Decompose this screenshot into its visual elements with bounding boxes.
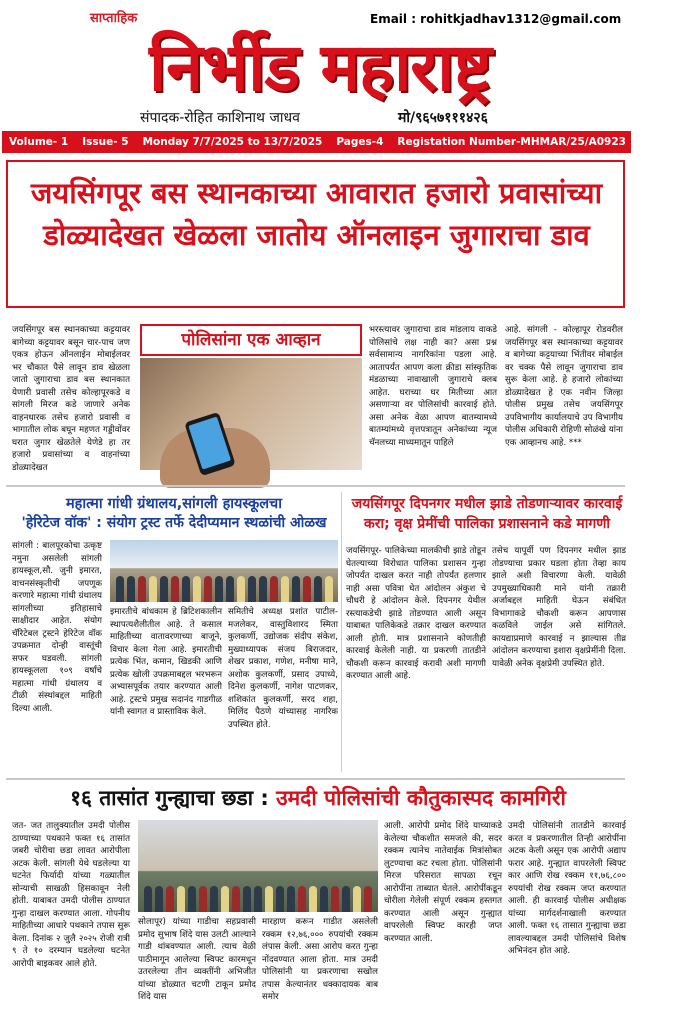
tree-cutting-story-headline: जयसिंगपूर दिपनगर मधील झाडे तोडणाऱ्यावर कारवाई करा; वृक्ष प्रेमींची पालिका प्रशासनाने कडे मागणी [351, 496, 623, 532]
issue-label: Issue- 5 [82, 136, 129, 148]
page-count: Pages-4 [336, 136, 384, 148]
section-divider [6, 778, 625, 780]
group-photo-people [110, 570, 344, 602]
price-label: Price2/- [639, 136, 686, 148]
police-team-photo [138, 820, 378, 912]
editor-name: रोहित काशिनाथ जाधव [184, 110, 300, 126]
lead-article-column-3: आहे. सांगली - कोल्हापूर रोडवरील जयसिंगपूर बस स्थानकाच्या कट्टयावर व बागेच्या कट्टयाच्या भिंतीवर मोबाईल वर चक्क पैसे लावून जुगाराचा डाव सुरू केला आहे. हे हजारो लोकांच्या डोळ्यादेखत हे एक नवीन जिल्हा पोलीस प्रमुख तसेच जयसिंगपूर उपविभागीय कार्यालयाचे उप विभागीय पोलीस अधिकारी रोहिणी सोळंखे यांना एक आव्हानच आहे. *** [505, 325, 623, 448]
heritage-article-column-3: समितीचे अध्यक्ष प्रशांत पाटील-मजलेकर, वास्तुविशारद स्मिता कुलकर्णी, उद्योजक संदीप संकेश, मुख्याध्यापक संजय बिराजदार, शेखर प्रकाश, गणेश, मनीषा माने, अशोक कुलकर्णी, प्रसाद उपाध्ये, दिनेश कुलकर्णी, नागेश पाटणकर, शशिकांत कुलकर्णी, सरद शहा, मिलिंद पैठणे यांच्यासह नागरिक उपस्थित होते. [228, 607, 338, 730]
police-headline-part-1: १६ तासांत गुन्ह्याचा छडा : [70, 786, 277, 810]
heritage-story-subheadline: 'हेरिटेज वॉक' : संयोग ट्रस्ट तर्फे देदीप्यमान स्थळांची ओळख [21, 515, 327, 531]
newspaper-frequency-tag: साप्ताहिक [90, 11, 138, 26]
tree-cutting-article-column-1: जयसिंगपूर- पालिकेच्या मालकीची झाडे तोडून घेतल्याच्या विरोधात पालिका प्रशासन गुन्हा जोपर्यंत दाखल करत नाही तोपर्यंत हलणार नाही असा पवित्रा घेत आंदोलन अंकुश चे चौधरी हे आंदोलन केले. दिपनगर येथील रस्त्याकडेची झाडे तोडण्यात आली असून याबाबत पालिकेकडे तक्रार दाखल करण्यात आली होती. मात्र प्रशासनाने कोणतीही कारवाई केलेली नाही. या प्रकरणी तातडीने चौकशी करून कारवाई करावी अशी मागणी करण्यात आली आहे. [346, 546, 486, 681]
police-article-column-4: आली. आरोपी प्रमोद शिंदे याच्याकडे केलेल्या चौकशीत समजले की, सदर रक्कम त्यानेच नातेवाईक मित्रांसोबत लुटण्याचा कट रचला होता. पोलिसांनी मिरज परिसरात सापळा रचून आरोपींना ताब्यात घेतले. आरोपींकडून चोरीला गेलेली संपूर्ण रक्कम हस्तगत करण्यात आली असून गुन्ह्यात वापरलेली स्विफ्ट कारही जप्त करण्यात आली. [384, 821, 502, 944]
tree-cutting-article-column-2: तसेच यापूर्वी पण दिपनगर मधील झाड तोडण्याचा प्रकार घडला होता तेव्हा काय झाले अशी विचारणा केली. यावेळी उपमुख्याधिकारी माने यांनी तक्रारी अर्जाबद्दल माहिती घेऊन संबंधित विभागाकडे चौकशी करून आपणास कळविले जाईल असे सांगितले. कायद्याप्रमाणे कारवाई न झाल्यास तीव्र आंदोलन करण्याचा इशारा वृक्षप्रेमींनी दिला. यावेळी अनेक वृक्षप्रेमी उपस्थित होते. [492, 546, 626, 669]
lead-headline: जयसिंगपूर बस स्थानकाच्या आवारात हजारो प्रवासांच्या डोळ्यादेखत खेळला जातोय ऑनलाइन जुगाराचा डाव [30, 176, 603, 252]
heritage-walk-photo [110, 540, 338, 602]
heritage-article-column-2: इमारतीचे बांधकाम हे ब्रिटिशकालीन स्थापत्यशैलीतील आहे. ते कसाल माहितीच्या वातावरणाच्या बाजूने, विचार केला गेला आहे. इमारतीची प्रत्येक भिंत, कमान, खिडकी आणि प्रत्येक खोली उपक्रमाबद्दल भरभरून अभ्यासपूर्वक तयार करण्यात आली आहे. ट्रस्टचे प्रमुख सदानंद गाडगीळ यांनी स्वागत व प्रास्ताविक केले. [110, 607, 222, 717]
police-headline-part-2: उमदी पोलिसांची कौतुकास्पद कामगिरी [276, 786, 566, 810]
editor-mobile: मो/९६५७१११४२६ [398, 110, 488, 126]
police-article-column-1: जत- जत तालुक्यातील उमदी पोलीस ठाण्याच्या पथकाने फक्त १६ तासांत जबरी चोरीचा छडा लावत आरोपीला अटक केली. सांगली येथे घडलेल्या या घटनेत फिर्यादी यांच्या गळ्यातील सोन्याची साखळी हिसकावून नेली होती. याबाबत उमदी पोलीस ठाण्यात गुन्हा दाखल करण्यात आला. गोपनीय माहितीच्या आधारे पथकाने तपास सुरू केला. दिनांक २ जुलै २०२५ रोजी रात्री ९ ते १० दरम्यान घडलेल्या घटनेत आरोपी बाइकवर आले होते. [12, 821, 130, 969]
lead-article-column-1: जयसिंगपूर बस स्थानकाच्या कट्टयावर बागेच्या कट्टयावर बसून चार-पाच जण एकत्र होऊन ऑनलाईन मोबाईलवर भर चौकात पैसे लावून डाव खेळला जातो जुगाराचा डाव बस स्थानकात येणारी प्रवासी तसेच कोल्हापूरकडे व सांगली मिरज कडे जाणारे अनेक वाहनधारक तसेच हजारो प्रवासी व भागातील लोक बघून महणत गड्डीवोंवर घरात जुगार खेळतेले येणेडे हा तर हजारो प्रवासांच्या व वाहनांच्या डोळ्यादेखत [12, 325, 130, 473]
lead-photo [140, 358, 362, 470]
volume-label: Volume- 1 [9, 136, 69, 148]
section-divider [6, 485, 625, 487]
police-article-column-2: सोलापूर) यांच्या गाडीचा सहप्रवासी प्रमोद सुभाष शिंदे यास उलटी आल्याने गाडी थांबवण्यात आली. त्याच वेळी पाठीमागून आलेल्या स्विफ्ट कारमधून उतरलेल्या तीन व्यक्तींनी अभिजीत यांच्या डोळ्यात चटणी टाकून प्रमोद शिंदे यास [138, 917, 256, 1002]
heritage-story-headline: महात्मा गांधी ग्रंथालय,सांगली हायस्कूलचा [65, 496, 283, 512]
heritage-article-column-1: सांगली : बालपूरकोचा उत्कृष्ट नमुना असलेली सांगली हायस्कूल,सौ. जुनी इमारत, वाचनसंस्कृतीची जपणूक करणारे महात्मा गांधी ग्रंथालय सांगलीच्या इतिहासाचे साक्षीदार आहेत. संयोग चॅरिटेबल ट्रस्टने हेरिटेज वॉक उपक्रमात दोन्ही वास्तूंची सफर घडवली. सांगली हायस्कूलला १०९ वर्षांचे महात्मा गांधी ग्रंथालय व टीळी संस्थांबद्दल माहिती दिल्या आली. [12, 541, 102, 714]
column-divider [341, 492, 342, 772]
editor-label: संपादक- [140, 110, 185, 126]
lead-photo-banner: पोलिसांना एक आव्हान [140, 324, 362, 356]
lead-article-column-2: भरस्त्यावर जुगाराचा डाव मांडलाय वाकडे पोलिसांचे लक्ष नाही का? असा प्रश्न सर्वसामान्य नागरिकांना पडला आहे. आतापर्यंत आपण कला क्रीडा सांस्कृतिक मंडळाच्या नावाखाली जुगाराचे क्लब आहेत. घराच्या घर मितीच्या आत असणाऱ्या वर पोलिसांची कारवाई होते. असा अनेक वेळा आपण बातम्यामध्ये बातम्यांमध्ये वृत्तपत्रातून अनेकांच्या न्यूज चॅनलच्या माध्यमातून पाहिले [369, 325, 497, 448]
issue-info-bar [2, 131, 686, 153]
contact-email[interactable]: Email : rohitkjadhav1312@gmail.com [370, 12, 622, 26]
registration-number: Registation Number-MHMAR/25/A0923 [397, 136, 626, 148]
police-article-column-5: उमदी पोलिसांनी तातडीने कारवाई करत व प्रकरणातील तिन्ही आरोपींना अटक केली असून एक आरोपी अद्याप फरार आहे. गुन्ह्यात वापरलेली स्विफ्ट कार आणि रोख रक्कम ११,७६,८०० रुपयांची रोख रक्कम जप्त करण्यात आली. ही कारवाई पोलीस अधीक्षक यांच्या मार्गदर्शनाखाली करण्यात आली. फक्त १६ तासात गुन्ह्याचा छडा लावल्याबद्दल उमदी पोलिसांचे विशेष अभिनंदन होत आहे. [508, 821, 626, 956]
editor-line [140, 108, 300, 127]
newspaper-title: निर्भीड महाराष्ट्र [149, 29, 491, 106]
police-article-column-3: मारहाण करून गाडीत असलेली रक्कम १२,७६,००० रुपयांची रक्कम लंपास केली. असा आरोप करत गुन्हा नोंदवण्यात आला होता. मात्र उमदी पोलिसांनी या प्रकरणाचा सखोल तपास केल्यानंतर धक्कादायक बाब समोर [262, 917, 378, 1002]
police-story-headline [12, 783, 624, 813]
issue-date: Monday 7/7/2025 to 13/7/2025 [142, 136, 323, 148]
police-team-people [138, 880, 384, 912]
